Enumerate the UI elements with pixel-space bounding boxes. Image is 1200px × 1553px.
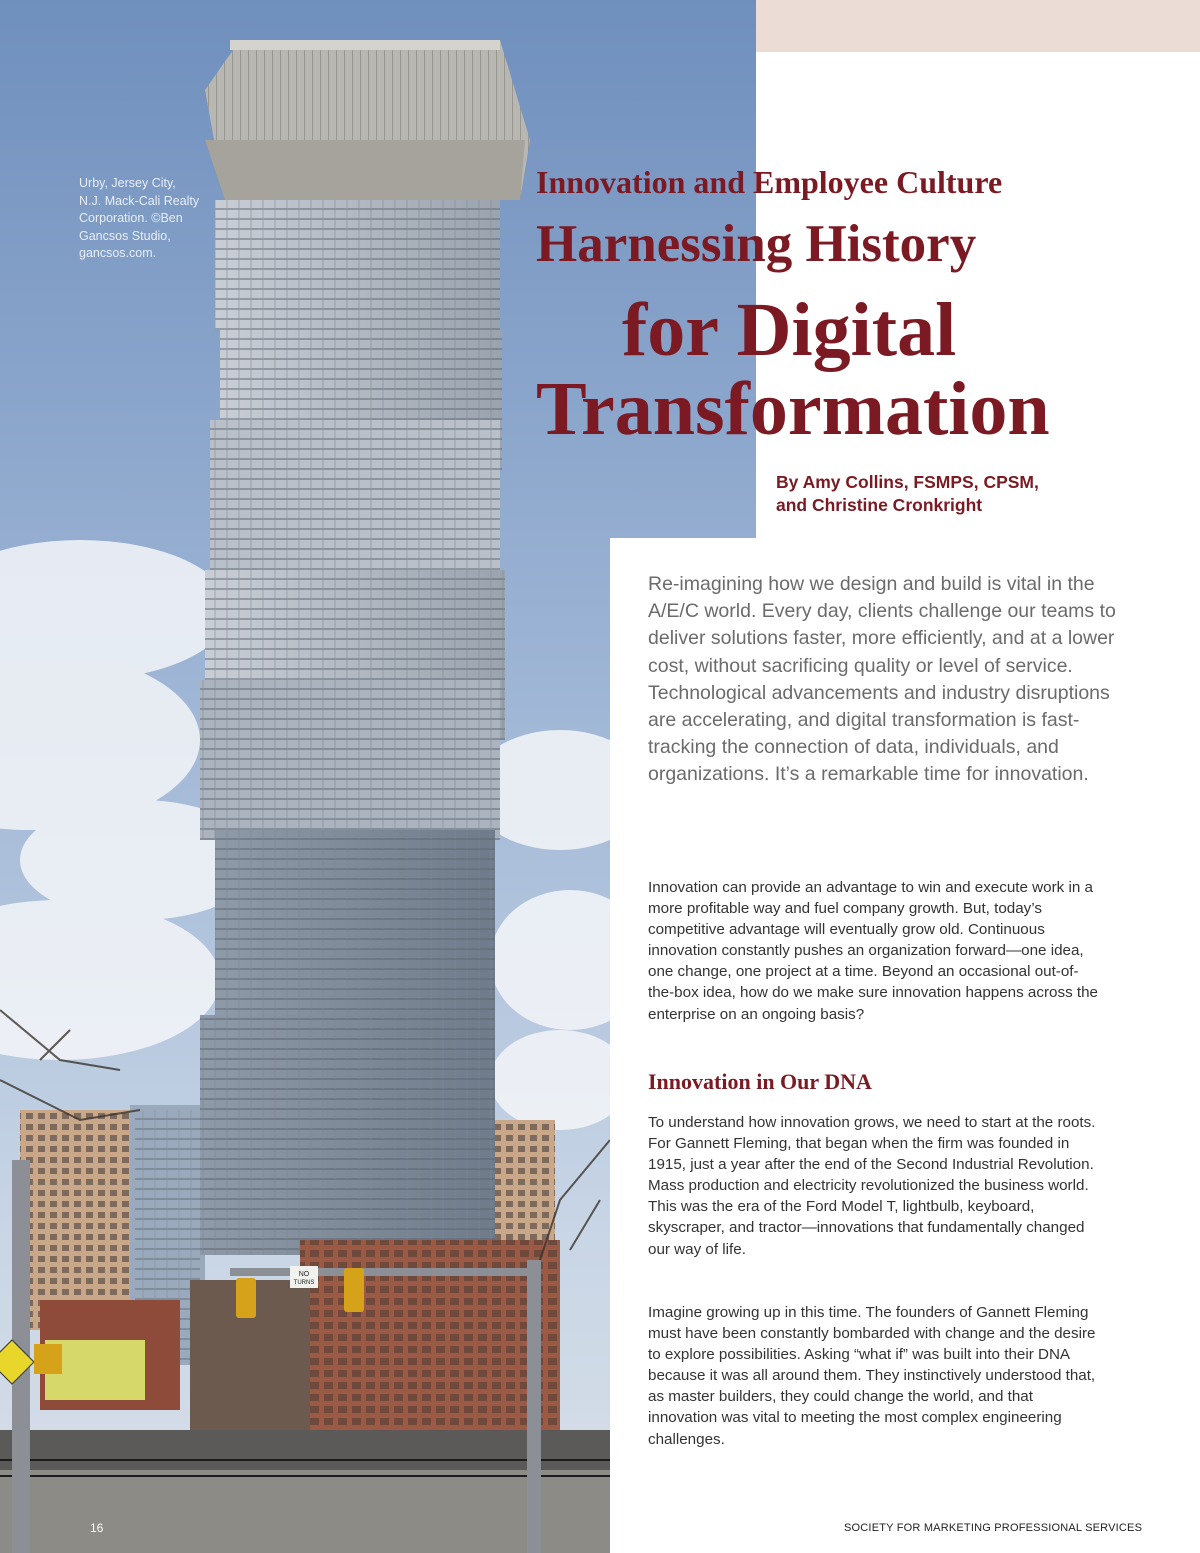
- page-number: 16: [90, 1521, 104, 1535]
- section-subhead: Innovation in Our DNA: [648, 1069, 872, 1094]
- byline: [776, 471, 1176, 517]
- no-turns-sign-2: TURNS: [293, 1280, 315, 1286]
- title-line-1: Harnessing History: [536, 215, 977, 273]
- title-line-2: for Digital: [622, 288, 957, 372]
- publication-footer: SOCIETY FOR MARKETING PROFESSIONAL SERVICES: [844, 1522, 1143, 1534]
- byline-line-2: and Christine Cronkright: [776, 495, 983, 515]
- title-line-3: Transformation: [536, 367, 1050, 451]
- no-turns-sign: NO: [298, 1271, 310, 1278]
- section-kicker: Innovation and Employee Culture: [536, 164, 1003, 200]
- body-paragraph-1: Innovation can provide an advantage to win and execute work in a more profitable way and fuel company growth. But, today’s competitive advantage will eventually grow old. Continuous innovation constantly pushes an organization forward—one idea, one change, one project at a time. Beyond an occasional out-of-the-box idea, how do we make sure innovation happens across the enterprise on an ongoing basis?: [648, 879, 1098, 1023]
- intro-paragraph: Re-imagining how we design and build is vital in the A/E/C world. Every day, clients challenge our teams to deliver solutions faster, more efficiently, and at a lower cost, without sacrificing quality or level of service. Technological advancements and industry disruptions are accelerating, and digital transformation is fast-tracking the connection of data, individuals, and organizations. It’s a remarkable time for innovation.: [648, 573, 1116, 786]
- byline-line-1: By Amy Collins, FSMPS, CPSM,: [776, 472, 1039, 492]
- photo-caption: Urby, Jersey City, N.J. Mack-Cali Realty Corporation. ©Ben Gancsos Studio, gancsos.com.: [79, 176, 200, 260]
- header-tab: [756, 0, 1200, 52]
- body-paragraph-2: To understand how innovation grows, we need to start at the roots. For Gannett Fleming, that began when the firm was founded in 1915, just a year after the end of the Second Industrial Revolution. Mass production and electricity revolutionized the business world. This was the era of the Ford Model T, lightbulb, keyboard, skyscraper, and tractor—innovations that fundamentally changed our way of life.: [648, 1114, 1096, 1258]
- body-paragraph-3: Imagine growing up in this time. The founders of Gannett Fleming must have been constantly bombarded with change and the desire to explore possibilities. Asking “what if” was built into their DNA because it was all around them. They instinctively understood that, as master builders, they could change the world, and that innovation was vital to meeting the most complex engineering challenges.: [648, 1304, 1096, 1448]
